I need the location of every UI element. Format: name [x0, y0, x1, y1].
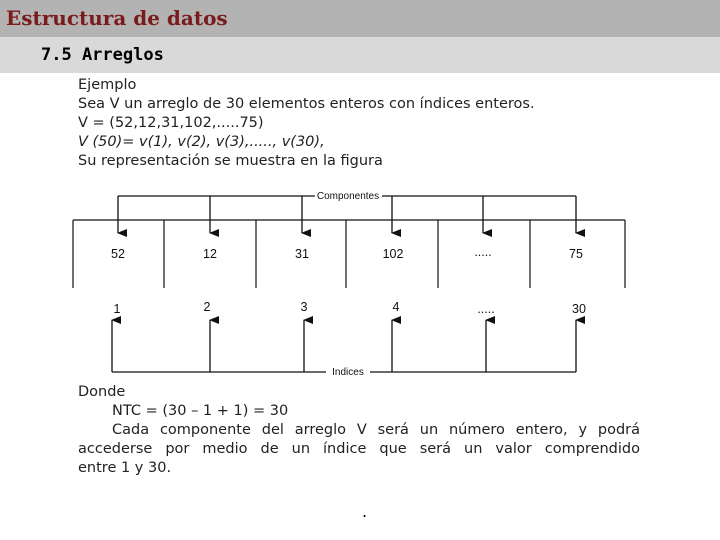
array-box [73, 220, 625, 288]
array-value: ..... [474, 245, 492, 259]
values-row [111, 245, 583, 261]
explanation-line-3: Cada componente del arreglo V será un número entero, y podrá [112, 422, 640, 438]
footer-mark: . [362, 502, 368, 521]
array-diagram [70, 188, 630, 380]
intro-line-3: V = (52,12,31,102,.....75) [78, 115, 264, 131]
explanation-line-4: accederse por medio de un índice que será un valor comprendido [78, 441, 640, 457]
array-index: 1 [113, 302, 121, 316]
intro-line-5: Su representación se muestra en la figura [78, 153, 383, 169]
array-index: 3 [300, 300, 308, 314]
array-value: 52 [111, 247, 125, 261]
indices-bracket [112, 320, 576, 372]
array-index: ..... [477, 302, 495, 316]
explanation-line-1: Donde [78, 384, 126, 400]
array-value: 12 [203, 247, 217, 261]
slide-title: Estructura de datos [6, 6, 228, 30]
intro-line-4: V (50)= v(1), v(2), v(3),....., v(30), [78, 134, 325, 150]
slide-subtitle: 7.5 Arreglos [41, 45, 164, 65]
title-bar [0, 0, 720, 37]
array-value: 75 [569, 247, 583, 261]
indices-label: Indices [332, 367, 364, 378]
intro-line-2: Sea V un arreglo de 30 elementos enteros con índices enteros. [78, 96, 535, 112]
components-label: Componentes [316, 191, 380, 202]
indices-row [114, 300, 586, 316]
array-value: 31 [295, 247, 309, 261]
array-index: 4 [392, 300, 400, 314]
array-value: 102 [382, 247, 404, 261]
intro-text [78, 76, 678, 171]
subtitle-bar [0, 37, 720, 73]
explanation-line-2: NTC = (30 – 1 + 1) = 30 [112, 403, 289, 419]
array-index: 30 [572, 302, 586, 316]
explanation-text [78, 383, 640, 478]
intro-line-1: Ejemplo [78, 77, 137, 93]
array-index: 2 [203, 300, 211, 314]
explanation-line-5: entre 1 y 30. [78, 460, 172, 476]
